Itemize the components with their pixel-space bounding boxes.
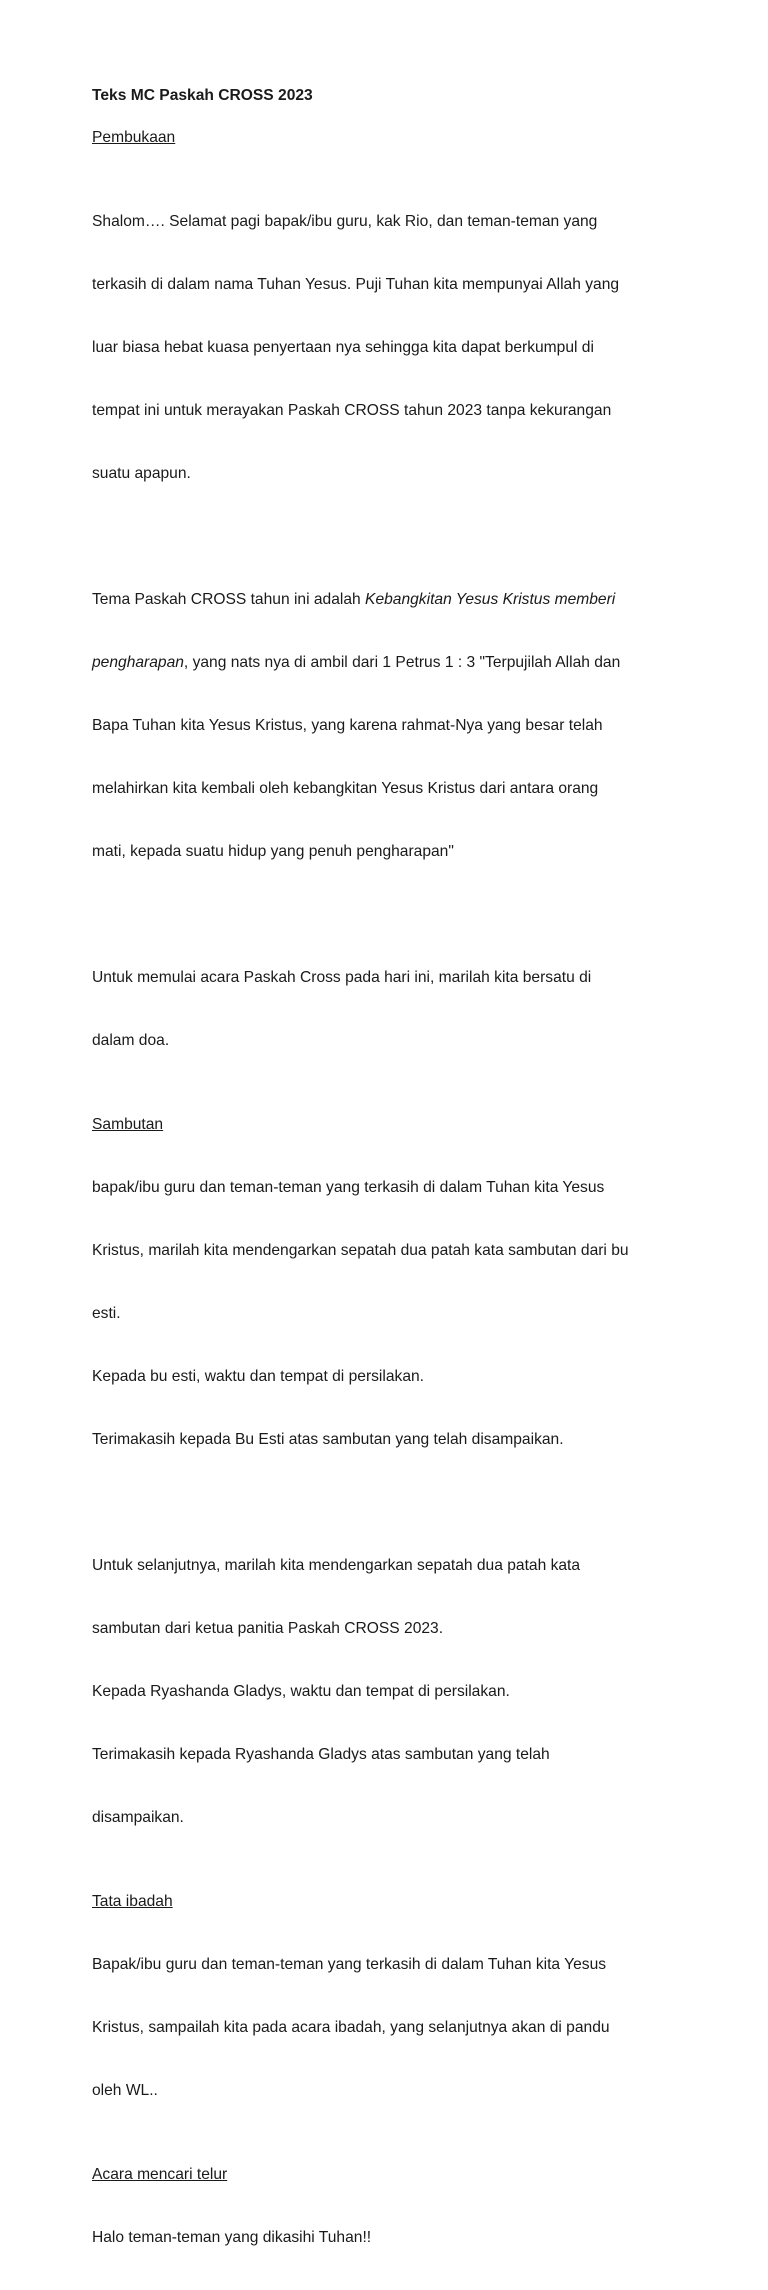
paragraph-sambutan-1 [92,1135,692,1492]
text-line: mati, kepada suatu hidup yang penuh pengharapan" [92,843,454,860]
document-page [92,85,692,2290]
text-line: tempat ini untuk merayakan Paskah CROSS tahun 2023 tanpa kekurangan [92,402,612,419]
paragraph-pembukaan-greeting [92,169,692,526]
section-heading-acara-mencari-telur: Acara mencari telur [92,2166,228,2183]
text-line: dalam doa. [92,1032,170,1049]
text-run: , yang nats nya di ambil dari 1 Petrus 1 : 3 "Terpujilah Allah dan [183,654,621,671]
text-line: Bapak/ibu guru dan teman-teman yang terkasih di dalam Tuhan kita Yesus [92,1956,607,1973]
text-line: luar biasa hebat kuasa penyertaan nya sehingga kita dapat berkumpul di [92,339,594,356]
text-line: sambutan dari ketua panitia Paskah CROSS 2023. [92,1620,444,1637]
text-line: terkasih di dalam nama Tuhan Yesus. Puji Tuhan kita mempunyai Allah yang [92,276,620,293]
text-line [92,652,692,673]
text-line: Terimakasih kepada Ryashanda Gladys atas sambutan yang telah [92,1746,550,1763]
paragraph-pembukaan-doa [92,925,692,1093]
paragraph-acara-mencari-telur [92,2185,692,2290]
text-line: Untuk memulai acara Paskah Cross pada hari ini, marilah kita bersatu di [92,969,592,986]
text-line: Shalom…. Selamat pagi bapak/ibu guru, kak Rio, dan teman-teman yang [92,213,598,230]
section-heading-pembukaan: Pembukaan [92,129,176,146]
text-line: Untuk selanjutnya, marilah kita mendengarkan sepatah dua patah kata [92,1557,581,1574]
text-line: oleh WL.. [92,2082,158,2099]
text-line: Kepada bu esti, waktu dan tempat di persilakan. [92,1368,425,1385]
text-line: esti. [92,1305,121,1322]
paragraph-sambutan-2 [92,1513,692,1870]
section-heading-sambutan: Sambutan [92,1116,164,1133]
text-line: Kristus, marilah kita mendengarkan sepatah dua patah kata sambutan dari bu [92,1242,629,1259]
paragraph-pembukaan-tema [92,547,692,904]
section-heading-tata-ibadah: Tata ibadah [92,1893,173,1910]
text-line: suatu apapun. [92,465,191,482]
text-line [92,589,692,610]
text-run: Tema Paskah CROSS tahun ini adalah [92,591,366,608]
text-line: melahirkan kita kembali oleh kebangkitan Yesus Kristus dari antara orang [92,780,599,797]
text-line: Kepada Ryashanda Gladys, waktu dan tempat di persilakan. [92,1683,510,1700]
text-line: Terimakasih kepada Bu Esti atas sambutan yang telah disampaikan. [92,1431,564,1448]
text-line: Halo teman-teman yang dikasihi Tuhan!! [92,2229,372,2246]
document-title: Teks MC Paskah CROSS 2023 [92,87,313,104]
text-line: disampaikan. [92,1809,184,1826]
paragraph-tata-ibadah [92,1912,692,2143]
text-line: bapak/ibu guru dan teman-teman yang terkasih di dalam Tuhan kita Yesus [92,1179,605,1196]
text-line: Bapa Tuhan kita Yesus Kristus, yang karena rahmat-Nya yang besar telah [92,717,603,734]
text-line: Kristus, sampailah kita pada acara ibadah, yang selanjutnya akan di pandu [92,2019,610,2036]
italic-theme-text: pengharapan [92,654,184,671]
italic-theme-text: Kebangkitan Yesus Kristus memberi [365,591,616,608]
